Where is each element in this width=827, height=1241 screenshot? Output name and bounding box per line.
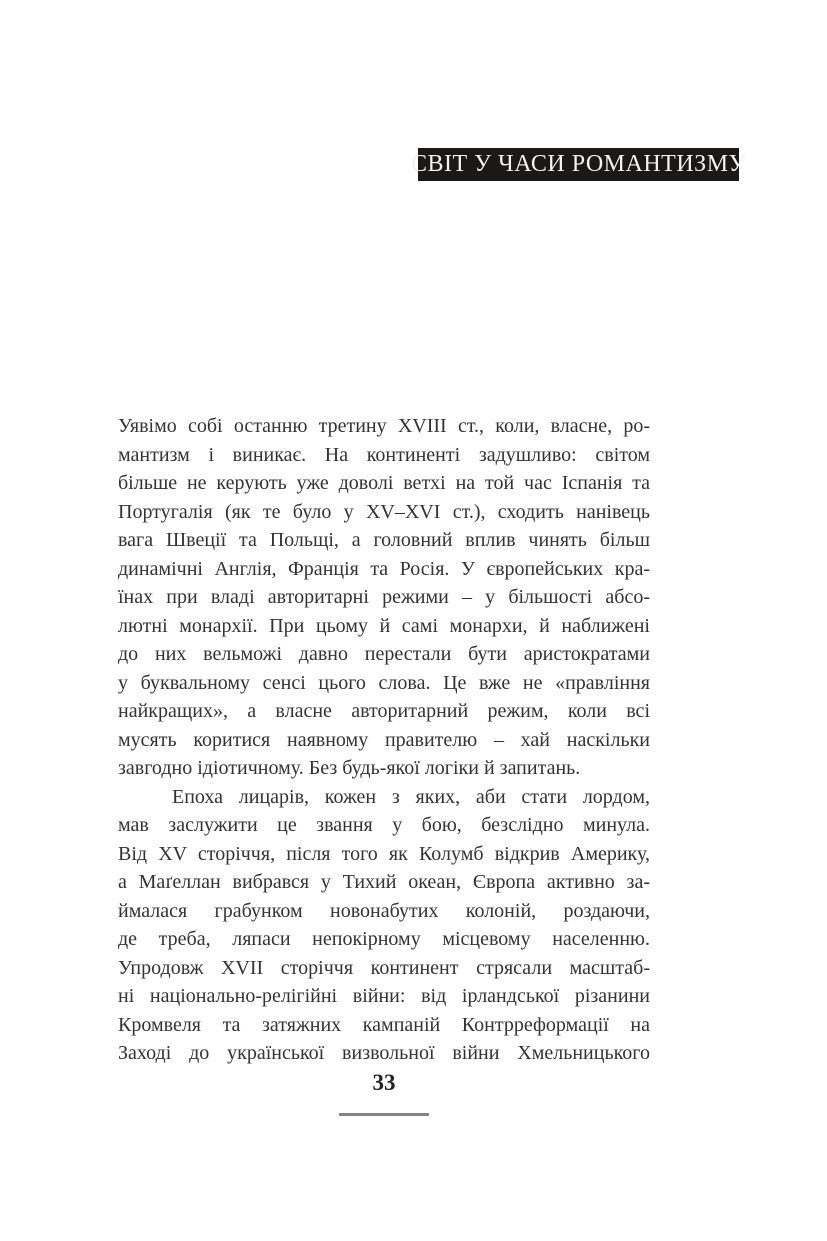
text-line: мав заслужити це звання у бою, безслідно минула. — [118, 814, 650, 836]
footer-rule — [339, 1113, 429, 1116]
text-line: завгодно ідіотичному. Без будь-якої логіки й запитань. — [118, 757, 581, 779]
text-line: вага Швеції та Польщі, а головний вплив чинять більш — [118, 529, 650, 551]
body-text — [118, 412, 650, 1068]
text-line: лютні монархії. При цьому й самі монархи, й наближені — [118, 614, 650, 637]
text-line: Упродовж XVII сторіччя континент стрясали масштаб- — [118, 956, 650, 979]
text-line: де треба, ляпаси непокірному місцевому населенню. — [118, 928, 650, 950]
paragraph — [118, 412, 650, 783]
chapter-header-bar — [410, 148, 747, 181]
text-line: Кромвеля та затяжних кампаній Контрреформації на — [118, 1013, 650, 1036]
text-line: ні національно-релігійні війни: від ірландської різанини — [118, 985, 650, 1007]
text-line: більше не керують уже доволі ветхі на той час Іспанія та — [118, 472, 650, 494]
text-line: мантизм і виникає. На континенті задушливо: світом — [118, 443, 650, 466]
text-line: до них вельможі давно перестали бути аристократами — [118, 643, 650, 665]
text-line: ймалася грабунком новонабутих колоній, роздаючи, — [118, 899, 650, 922]
text-line: а Маґеллан вибрався у Тихий океан, Європа активно за- — [118, 871, 650, 893]
page-number: 33 — [372, 1070, 396, 1095]
text-line: мусять коритися наявному правителю – хай наскільки — [118, 728, 650, 751]
chapter-title: СВІТ У ЧАСИ РОМАНТИЗМУ — [410, 151, 747, 177]
text-line: динамічні Англія, Франція та Росія. У європейських кра- — [118, 557, 650, 580]
page-footer — [118, 1070, 650, 1116]
text-line: найкращих», а власне авторитарний режим, коли всі — [118, 700, 650, 722]
text-line: Португалія (як те було у XV–XVI ст.), сходить нанівець — [118, 500, 650, 523]
text-line: Заході до української визвольної війни Хмельницького — [118, 1042, 650, 1064]
text-line: їнах при владі авторитарні режими – у більшості абсо- — [118, 586, 650, 608]
text-line: у буквальному сенсі цього слова. Це вже не «правління — [118, 671, 650, 694]
paragraph — [118, 783, 650, 1068]
text-line: Епоха лицарів, кожен з яких, аби стати лордом, — [172, 785, 650, 808]
text-line: Від XV сторіччя, після того як Колумб відкрив Америку, — [118, 842, 650, 865]
text-line: Уявімо собі останню третину XVIII ст., коли, власне, ро- — [118, 415, 650, 437]
